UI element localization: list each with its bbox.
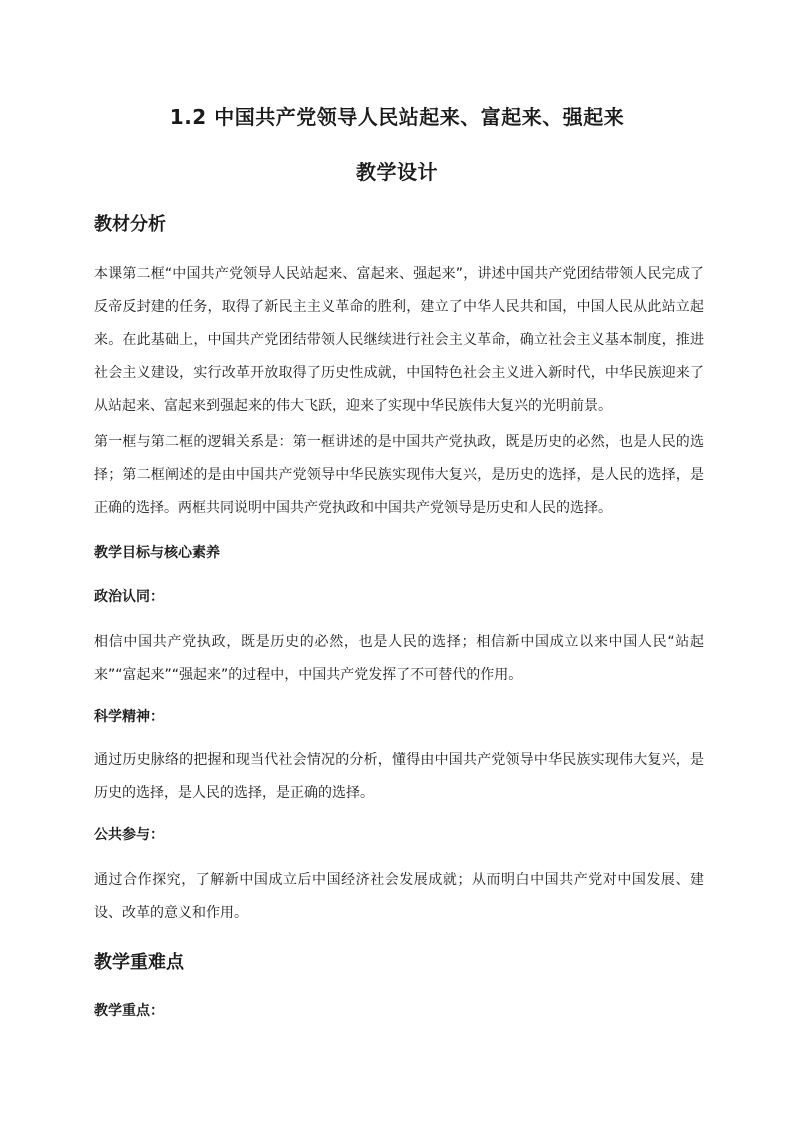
subheading-political-identity: 政治认同： — [94, 589, 164, 605]
public-participation-text: 通过合作探究，了解新中国成立后中国经济社会发展成就；从而明白中国共产党对中国发展、建设、改革的意义和作用。 — [94, 872, 704, 921]
subheading-teaching-focus: 教学重点： — [94, 1003, 164, 1019]
analysis-paragraph-2: 第一框与第二框的逻辑关系是：第一框讲述的是中国共产党执政，既是历史的必然，也是人民的选择；第二框阐述的是由中国共产党领导中华民族实现伟大复兴，是历史的选择，是人民的选择，是正确的选择。两框共同说明中国共产党执政和中国共产党领导是历史和人民的选择。 — [94, 434, 704, 516]
document-subtitle: 教学设计 — [356, 160, 438, 184]
section-heading-keypoints: 教学重难点 — [94, 952, 184, 973]
section-heading-goals: 教学目标与核心素养 — [94, 545, 220, 561]
scientific-spirit-text: 通过历史脉络的把握和现当代社会情况的分析，懂得由中国共产党领导中华民族实现伟大复兴，是历史的选择，是人民的选择，是正确的选择。 — [94, 752, 704, 801]
subheading-public-participation: 公共参与： — [94, 827, 164, 843]
analysis-paragraph-1: 本课第二框“中国共产党领导人民站起来、富起来、强起来”，讲述中国共产党团结带领人民完成了反帝反封建的任务，取得了新民主主义革命的胜利，建立了中华人民共和国，中国人民从此站立起来。在此基础上，中国共产党团结带领人民继续进行社会主义革命，确立社会主义基本制度，推进社会主义建设，实行改革开放取得了历史性成就，中国特色社会主义进入新时代，中华民族迎来了从站起来、富起来到强起来的伟大飞跃，迎来了实现中华民族伟大复兴的光明前景。 — [94, 266, 704, 414]
subheading-scientific-spirit: 科学精神： — [94, 709, 164, 725]
section-heading-analysis: 教材分析 — [94, 214, 166, 235]
political-identity-text: 相信中国共产党执政，既是历史的必然，也是人民的选择；相信新中国成立以来中国人民“站起来”“富起来”“强起来”的过程中，中国共产党发挥了不可替代的作用。 — [94, 634, 704, 683]
document-title: 1.2 中国共产党领导人民站起来、富起来、强起来 — [169, 105, 625, 129]
